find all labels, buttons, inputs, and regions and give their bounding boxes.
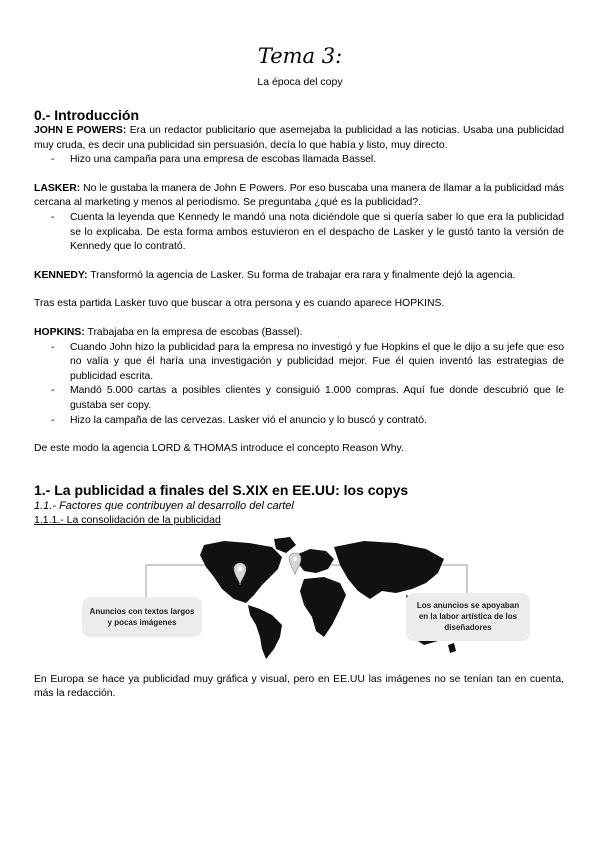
intro-heading: 0.- Introducción — [34, 107, 139, 123]
list-item: - Mandó 5.000 cartas a posibles clientes y consiguió 1.000 compras. Aquí fue donde descubrió que le gustaba ser copy. — [70, 384, 564, 413]
list-item: - Hizo la campaña de las cervezas. Lasker vió el anuncio y lo buscó y contrató. — [70, 414, 564, 429]
section-1-heading: 1.- La publicidad a finales del S.XIX en EE.UU: los copys — [34, 481, 409, 498]
list-item: - Cuando John hizo la publicidad para la empresa no investigó y fue Hopkins el que le dijo a su jefe que eso no valía y que él haría una investigación y publicidad mejor. Fue él quien inventó las estrategias de publicidad escrita. — [70, 341, 564, 385]
reason-why-paragraph: De este modo la agencia LORD & THOMAS introduce el concepto Reason Why. — [34, 443, 404, 455]
hopkins-bullets — [34, 341, 564, 429]
hopkins-paragraph — [34, 326, 564, 341]
document-body — [34, 106, 564, 702]
page-subtitle: La época del copy — [257, 76, 343, 88]
powers-bullets — [34, 153, 564, 168]
kennedy-paragraph — [34, 269, 564, 284]
hopkins-name: HOPKINS: — [34, 326, 85, 338]
list-item: - Cuenta la leyenda que Kennedy le mandó una nota diciéndole que si quería saber lo que era la publicidad se lo explicaba. De esta forma ambos estuvieron en el despacho de Lasker y le gustó tanto la versión de Kennedy que lo contrató. — [70, 211, 564, 255]
lasker-name: LASKER: — [34, 182, 81, 194]
section-1-1-1-heading: 1.1.1.- La consolidación de la publicidad — [34, 513, 221, 526]
page-title: Tema 3: — [257, 44, 343, 68]
right-callout: Los anuncios se apoyaban en la labor artística de los diseñadores — [406, 593, 530, 641]
hopkins-text: Trabajaba en la empresa de escobas (Bassel). — [84, 326, 303, 338]
list-item: - Hizo una campaña para una empresa de escobas llamada Bassel. — [70, 153, 564, 168]
after-kennedy-paragraph: Tras esta partida Lasker tuvo que buscar a otra persona y es cuando aparece HOPKINS. — [34, 298, 445, 310]
kennedy-name: KENNEDY: — [34, 269, 88, 281]
lasker-bullets — [34, 211, 564, 255]
section-1-1-heading: 1.1.- Factores que contribuyen al desarrollo del cartel — [34, 499, 294, 512]
powers-paragraph — [34, 124, 564, 153]
lasker-text: No le gustaba la manera de John E Powers. Por eso buscaba una manera de llamar a la publicidad más cercana al marketing y menos al periodismo. Se preguntaba ¿qué es la publicidad?. — [34, 182, 564, 209]
powers-text: Era un redactor publicitario que asemejaba la publicidad a las noticias. Usaba una publicidad muy cruda, es decir una publicidad sin persuasión, decía lo que había y listo, muy directo. — [34, 125, 565, 151]
closing-paragraph: En Europa se hace ya publicidad muy gráfica y visual, pero en EE.UU las imágenes no se tenían tan en cuenta, más la redacción. — [34, 673, 564, 700]
kennedy-text: Transformó la agencia de Lasker. Su forma de trabajar era rara y finalmente dejó la agencia. — [87, 269, 516, 281]
map-pin-icon — [289, 553, 301, 575]
left-callout: Anuncios con textos largos y pocas imágenes — [82, 597, 202, 637]
world-map-figure — [34, 533, 564, 663]
lasker-paragraph — [34, 182, 564, 211]
powers-name: JOHN E POWERS: — [34, 125, 127, 136]
